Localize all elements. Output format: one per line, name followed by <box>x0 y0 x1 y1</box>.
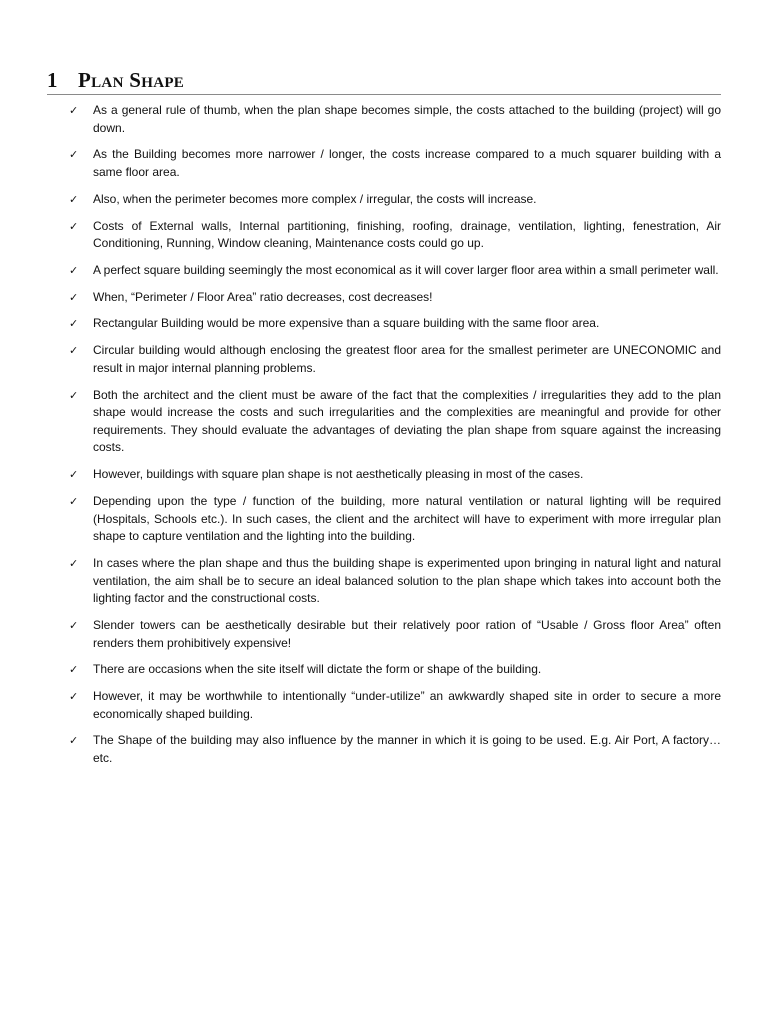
bullet-text: As the Building becomes more narrower / longer, the costs increase compared to a much squarer building with a same floor area. <box>93 147 721 179</box>
bullet-text: As a general rule of thumb, when the plan shape becomes simple, the costs attached to the building (project) will go down. <box>93 103 721 135</box>
bullet-text: Also, when the perimeter becomes more complex / irregular, the costs will increase. <box>93 191 537 206</box>
check-mark-icon: ✓ <box>69 494 79 508</box>
bullet-text: Costs of External walls, Internal partitioning, finishing, roofing, drainage, ventilation, lighting, fenestration, Air Conditioning, Running, Window cleaning, Maintenance costs could go up. <box>93 218 721 251</box>
list-item <box>68 218 721 253</box>
bullet-text: A perfect square building seemingly the most economical as it will cover larger floor area within a small perimeter wall. <box>93 262 719 277</box>
section-heading <box>47 66 721 95</box>
list-item <box>68 146 721 181</box>
list-item <box>68 688 721 723</box>
list-item <box>68 289 721 307</box>
check-mark-icon: ✓ <box>69 104 79 117</box>
list-item <box>68 102 721 137</box>
list-item <box>68 315 721 333</box>
check-mark-icon: ✓ <box>69 663 79 677</box>
bullet-text: When, “Perimeter / Floor Area” ratio decreases, cost decreases! <box>93 289 433 304</box>
bullet-list <box>68 102 721 777</box>
list-item <box>68 555 721 608</box>
list-item <box>68 493 721 546</box>
list-item <box>68 387 721 457</box>
check-mark-icon: ✓ <box>69 219 79 233</box>
list-item <box>68 732 721 767</box>
bullet-text: Slender towers can be aesthetically desirable but their relatively poor ration of “Usable / Gross floor Area” often renders them prohibitively expensive! <box>93 617 721 650</box>
bullet-text: There are occasions when the site itself will dictate the form or shape of the building. <box>93 662 542 677</box>
list-item <box>68 617 721 652</box>
check-mark-icon: ✓ <box>69 317 79 331</box>
bullet-text: However, it may be worthwhile to intentionally “under-utilize” an awkwardly shaped site in order to secure a more economically shaped building. <box>93 689 721 721</box>
bullet-text: Circular building would although enclosing the greatest floor area for the smallest perimeter are UNECONOMIC and result in major internal planning problems. <box>93 343 721 375</box>
check-mark-icon: ✓ <box>69 148 79 162</box>
check-mark-icon: ✓ <box>69 556 79 570</box>
check-mark-icon: ✓ <box>69 192 79 206</box>
check-mark-icon: ✓ <box>69 290 79 304</box>
check-mark-icon: ✓ <box>69 388 79 402</box>
check-mark-icon: ✓ <box>69 263 79 277</box>
section-title: Plan Shape <box>78 68 185 92</box>
list-item <box>68 661 721 679</box>
check-mark-icon: ✓ <box>69 734 79 748</box>
bullet-text: The Shape of the building may also influence by the manner in which it is going to be used. E.g. Air Port, A factory…etc. <box>93 733 721 766</box>
check-mark-icon: ✓ <box>69 690 79 704</box>
bullet-text: Both the architect and the client must be aware of the fact that the complexities / irregularities they add to the plan shape would increase the costs and such irregularities and the complexities are meaningful and provide for other requirements. They should evaluate the advantages of deviating the plan shape from square against the increasing costs. <box>93 387 721 455</box>
list-item <box>68 262 721 280</box>
list-item <box>68 342 721 377</box>
bullet-text: However, buildings with square plan shape is not aesthetically pleasing in most of the cases. <box>93 467 584 482</box>
check-mark-icon: ✓ <box>69 344 79 358</box>
check-mark-icon: ✓ <box>69 468 79 482</box>
check-mark-icon: ✓ <box>69 618 79 632</box>
list-item <box>68 466 721 484</box>
section-number: 1 <box>47 68 58 92</box>
bullet-text: Rectangular Building would be more expensive than a square building with the same floor area. <box>93 316 600 331</box>
bullet-text: In cases where the plan shape and thus the building shape is experimented upon bringing in natural light and natural ventilation, the aim shall be to secure an ideal balanced solution to the plan shape which takes into account both the lighting factor and the constructional costs. <box>93 555 721 606</box>
list-item <box>68 191 721 209</box>
bullet-text: Depending upon the type / function of the building, more natural ventilation or natural lighting will be required (Hospitals, Schools etc.). In such cases, the client and the architect will have to experiment with more irregular plan shape to capture ventilation and the lighting into the building. <box>93 493 721 544</box>
